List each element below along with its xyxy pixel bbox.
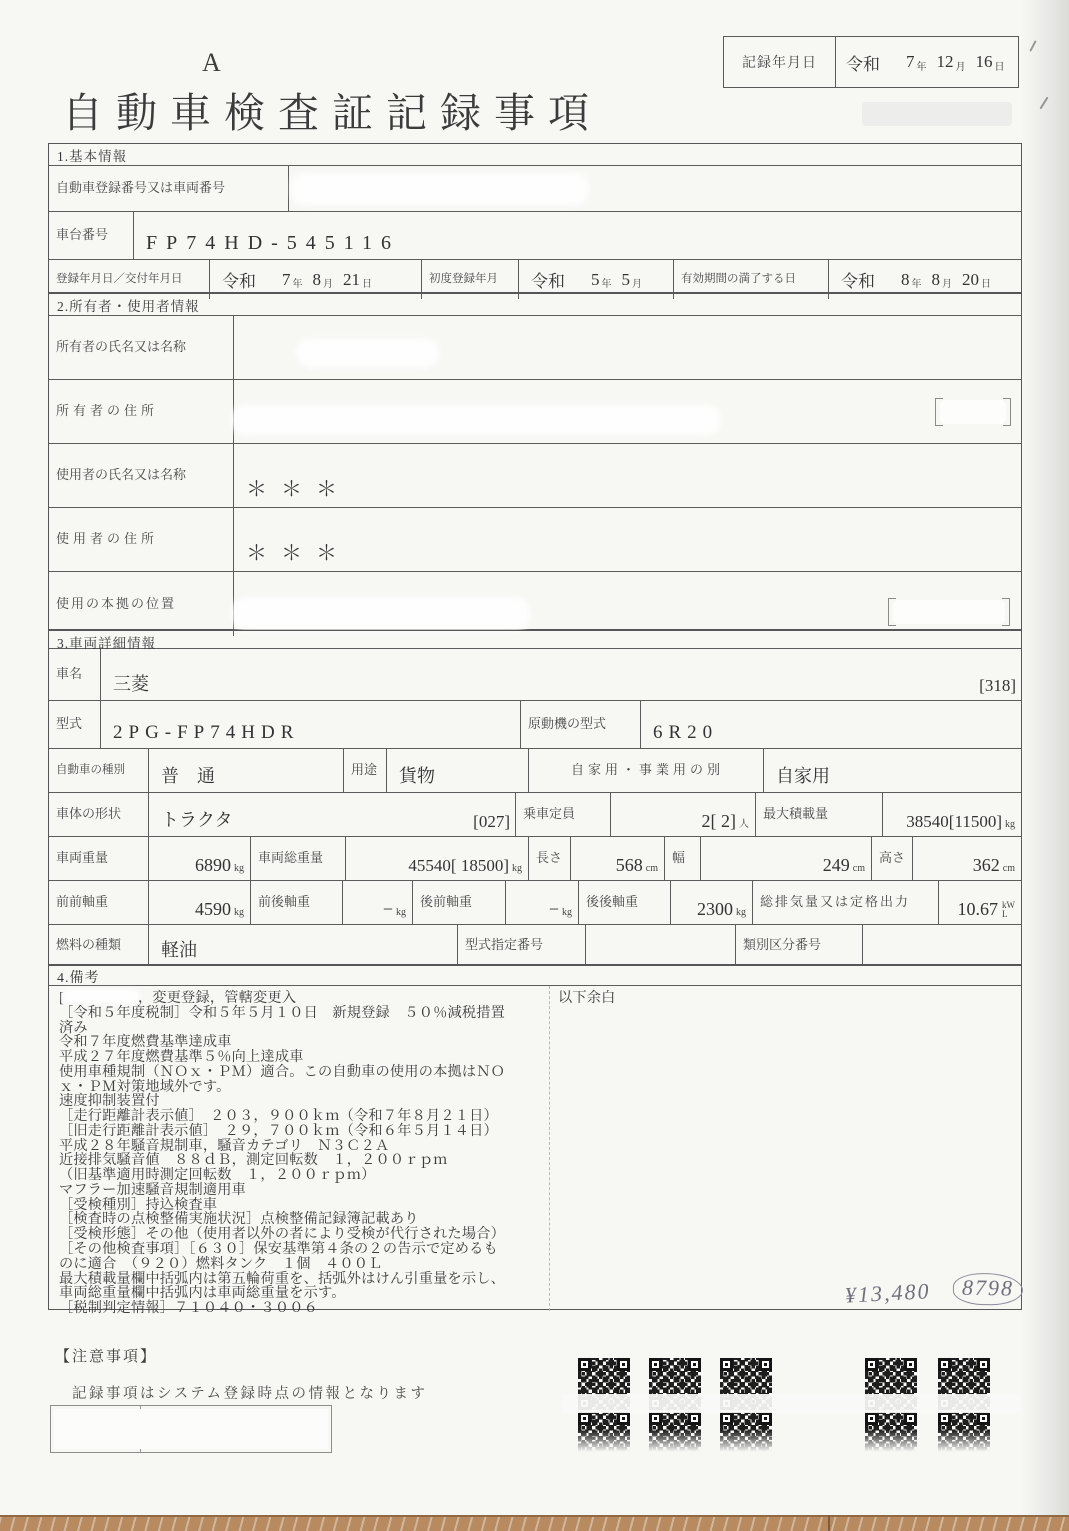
remark-line: マフラー加速騒音規制適用車 bbox=[59, 1181, 247, 1198]
unit-cm: cm bbox=[852, 863, 865, 874]
remark-line: 使用車種規制（ＮＯｘ・ＰＭ）適合。この自動車の使用の本拠はＮＯ bbox=[59, 1063, 506, 1080]
rf-axle-value bbox=[506, 881, 579, 924]
row-body-capacity-payload bbox=[49, 793, 1021, 837]
rr-axle-label: 後後軸重 bbox=[579, 881, 671, 924]
expiry-month: 8 bbox=[931, 269, 940, 289]
displacement-value bbox=[939, 881, 1021, 924]
unit-month: 月 bbox=[955, 61, 966, 73]
section-basic-info bbox=[48, 143, 1022, 293]
row-axle-weights bbox=[49, 881, 1021, 925]
body-shape: トラクタ bbox=[161, 810, 233, 830]
chassis-number-label: 車台番号 bbox=[49, 212, 134, 259]
row-user-address bbox=[49, 508, 1021, 572]
length-label: 長さ bbox=[529, 837, 571, 880]
row-owner-name bbox=[49, 316, 1021, 380]
width-label: 幅 bbox=[665, 837, 701, 880]
record-date-year: 7 bbox=[906, 52, 915, 71]
displacement: 10.67 bbox=[957, 899, 998, 919]
reg-date-month: 8 bbox=[312, 269, 321, 289]
remark-line: ｘ・ＰＭ対策地域外です。 bbox=[59, 1078, 231, 1095]
redacted-value bbox=[862, 102, 1012, 126]
row-car-name bbox=[49, 649, 1021, 701]
displacement-label: 総排気量又は定格出力 bbox=[753, 881, 939, 924]
redacted-bracket-value bbox=[888, 598, 1010, 626]
car-name-code: [318] bbox=[979, 676, 1016, 695]
capacity-value bbox=[611, 793, 756, 836]
unit-day: 日 bbox=[981, 279, 991, 290]
first-reg-label: 初度登録年月 bbox=[422, 260, 519, 299]
body-shape-value bbox=[149, 793, 516, 836]
fuel-type-label: 燃料の種類 bbox=[49, 925, 149, 966]
chassis-number-value: FP74HD-545116 bbox=[146, 232, 401, 254]
type-designation-label: 型式指定番号 bbox=[458, 925, 586, 966]
width: 249 bbox=[822, 855, 850, 875]
record-date-month: 12 bbox=[936, 52, 954, 71]
row-base-location bbox=[49, 572, 1021, 636]
vehicle-weight: 6890 bbox=[195, 855, 231, 875]
private-business-label: 自家用・事業用の別 bbox=[529, 749, 764, 792]
redacted-value bbox=[236, 408, 716, 432]
class-number-label: 類別区分番号 bbox=[736, 925, 863, 966]
qr-code-icon bbox=[649, 1412, 701, 1456]
redacted-value bbox=[300, 342, 435, 364]
record-date-label: 記録年月日 bbox=[724, 37, 836, 87]
model-label: 型式 bbox=[49, 701, 101, 748]
remark-line: ［その他検査事項］［６３０］保安基準第４条の２の告示で定めるも bbox=[59, 1241, 498, 1258]
unit-kg: kg bbox=[1005, 819, 1015, 830]
car-name: 三菱 bbox=[113, 674, 149, 694]
rr-axle-value bbox=[671, 881, 753, 924]
height: 362 bbox=[972, 855, 1000, 875]
user-name-label: 使用者の氏名又は名称 bbox=[49, 444, 234, 507]
remark-line: 令和７年度燃費基準達成車 bbox=[59, 1034, 232, 1051]
owner-name-label: 所有者の氏名又は名称 bbox=[49, 316, 234, 379]
fuel-type-value: 軽油 bbox=[149, 925, 458, 966]
row-weights-dimensions bbox=[49, 837, 1021, 881]
payload-label: 最大積載量 bbox=[756, 793, 883, 836]
section4-heading: 4.備考 bbox=[49, 966, 1021, 986]
section-owner-user-info bbox=[48, 293, 1022, 630]
footer-redacted-box bbox=[50, 1405, 332, 1453]
record-date-era: 令和 bbox=[846, 54, 880, 74]
remark-line: 平成２８年騒音規制車，騒音カテゴリ Ｎ３Ｃ２Ａ bbox=[59, 1137, 390, 1154]
remark-line: ［走行距離計表示値］ ２０３，９００ｋｍ（令和７年８月２１日） bbox=[59, 1108, 498, 1125]
use-label: 用途 bbox=[344, 749, 387, 792]
table-surface bbox=[0, 1515, 1069, 1531]
reg-date-day: 21 bbox=[343, 269, 360, 289]
unit-person: 人 bbox=[739, 819, 749, 830]
qr-code-icon bbox=[578, 1412, 630, 1456]
capacity-label: 乗車定員 bbox=[516, 793, 611, 836]
redacted-value bbox=[236, 601, 526, 627]
remark-line: 車両総重量欄中括弧内は車両総重量を示す。 bbox=[59, 1285, 346, 1302]
vehicle-weight-value bbox=[149, 837, 251, 880]
owner-address-label: 所有者の住所 bbox=[49, 380, 234, 443]
remark-line-text: ，変更登録，管轄変更入 bbox=[137, 990, 297, 1006]
unit-year: 年 bbox=[292, 279, 303, 290]
remark-line: 済み bbox=[59, 1019, 88, 1036]
row-user-name bbox=[49, 444, 1021, 508]
remark-line: （旧基準適用時測定回転数 １，２００ｒｐｍ） bbox=[59, 1167, 376, 1184]
unit-kw: kW bbox=[1002, 900, 1015, 910]
first-reg-month: 5 bbox=[621, 269, 630, 289]
private-business-value: 自家用 bbox=[776, 766, 830, 786]
fr-axle-label: 前後軸重 bbox=[251, 881, 343, 924]
remark-line: 近接排気騒音値 ８８ｄＢ，測定回転数 １，２００ｒｐｍ bbox=[59, 1152, 448, 1169]
unit-kw-liter bbox=[1002, 901, 1015, 919]
page-title: 自動車検査証記録事項 bbox=[62, 90, 602, 136]
unit-kg: kg bbox=[396, 907, 406, 918]
unit-liter: L bbox=[1002, 909, 1008, 919]
record-date-day: 16 bbox=[975, 52, 993, 71]
first-reg-era: 令和 bbox=[531, 272, 565, 291]
row-kind-use bbox=[49, 749, 1021, 793]
unit-kg: kg bbox=[562, 907, 572, 918]
remark-line: 速度抑制装置付 bbox=[59, 1093, 160, 1110]
section2-heading: 2.所有者・使用者情報 bbox=[49, 294, 1021, 316]
expiry-label: 有効期間の満了する日 bbox=[674, 260, 829, 299]
remark-line: 平成２７年度燃費基準５％向上達成車 bbox=[59, 1049, 304, 1066]
width-value bbox=[701, 837, 872, 880]
car-name-value bbox=[101, 649, 1021, 700]
paper-edge-shadow bbox=[1021, 0, 1069, 1515]
ff-axle: 4590 bbox=[195, 899, 231, 919]
capacity: 2[ 2] bbox=[701, 811, 736, 831]
unit-year: 年 bbox=[916, 61, 927, 73]
first-reg-year: 5 bbox=[591, 269, 600, 289]
blank-note: 以下余白 bbox=[558, 990, 616, 1006]
row-chassis-number bbox=[49, 212, 1021, 260]
rf-axle-label: 後前軸重 bbox=[413, 881, 506, 924]
remark-bracket: [ bbox=[59, 990, 64, 1006]
type-designation-value bbox=[586, 925, 736, 966]
gross-weight-value bbox=[346, 837, 529, 880]
unit-month: 月 bbox=[323, 279, 333, 290]
table-surface-seam bbox=[828, 1515, 830, 1531]
record-date-value bbox=[836, 37, 1018, 87]
notice-text: 記録事項はシステム登録時点の情報となります bbox=[72, 1386, 428, 1402]
handwritten-code: 8798 bbox=[952, 1273, 1023, 1306]
redacted-bracket-value bbox=[935, 398, 1011, 426]
record-date-box bbox=[723, 36, 1019, 88]
section-vehicle-details bbox=[48, 630, 1022, 965]
length: 568 bbox=[615, 855, 643, 875]
gross-weight: 45540[ 18500] bbox=[408, 856, 509, 875]
row-fuel-type bbox=[49, 925, 1021, 966]
expiry-year: 8 bbox=[901, 269, 910, 289]
unit-day: 日 bbox=[362, 279, 372, 290]
height-value bbox=[913, 837, 1021, 880]
gross-weight-label: 車両総重量 bbox=[251, 837, 346, 880]
ff-axle-label: 前前軸重 bbox=[49, 881, 149, 924]
reg-date-year: 7 bbox=[282, 269, 291, 289]
car-name-label: 車名 bbox=[49, 649, 101, 700]
scan-artifact-band bbox=[562, 1394, 1020, 1413]
remarks-blank-column bbox=[549, 986, 1021, 1311]
ff-axle-value bbox=[149, 881, 251, 924]
rr-axle: 2300 bbox=[697, 899, 733, 919]
class-number-value bbox=[863, 925, 1021, 966]
remark-line: ［令和５年度税制］令和５年５月１０日 新規登録 ５０％減税措置 bbox=[59, 1004, 506, 1021]
fr-axle-value bbox=[343, 881, 413, 924]
engine-model-value: 6R20 bbox=[653, 722, 719, 743]
registration-number-label: 自動車登録番号又は車両番号 bbox=[49, 166, 289, 211]
vehicle-weight-label: 車両重量 bbox=[49, 837, 149, 880]
expiry-era: 令和 bbox=[841, 272, 875, 291]
unit-kg: kg bbox=[234, 907, 244, 918]
base-location-label: 使用の本拠の位置 bbox=[49, 572, 234, 636]
unit-month: 月 bbox=[942, 279, 952, 290]
qr-code-icon bbox=[720, 1412, 772, 1456]
body-shape-label: 車体の形状 bbox=[49, 793, 149, 836]
remark-line: ［受検形態］その他（使用者以外の者により受検が代行された場合） bbox=[59, 1226, 506, 1243]
remark-line: ［受検種別］持込検査車 bbox=[59, 1196, 218, 1213]
unit-year: 年 bbox=[911, 279, 922, 290]
height-label: 高さ bbox=[872, 837, 913, 880]
remark-line: のに適合 （９２０）燃料タンク １個 ４００Ｌ bbox=[59, 1255, 383, 1272]
remark-line: ［旧走行距離計表示値］ ２９，７００ｋｍ（令和６年５月１４日） bbox=[59, 1122, 498, 1139]
qr-code-icon bbox=[865, 1412, 917, 1456]
qr-code-icon bbox=[938, 1412, 990, 1456]
length-value bbox=[571, 837, 665, 880]
remarks-body bbox=[49, 986, 1021, 1317]
remark-line bbox=[59, 991, 545, 1006]
vehicle-kind-value: 普 通 bbox=[149, 749, 344, 792]
vehicle-kind-label: 自動車の種別 bbox=[49, 749, 149, 792]
rf-axle: − bbox=[548, 899, 559, 919]
user-address-label: 使用者の住所 bbox=[49, 508, 234, 571]
reg-date-era: 令和 bbox=[222, 272, 256, 291]
row-model bbox=[49, 701, 1021, 749]
section1-heading: 1.基本情報 bbox=[49, 144, 1021, 166]
unit-kg: kg bbox=[736, 907, 746, 918]
remark-line: ［検査時の点検整備実施状況］点検整備記録簿記載あり bbox=[59, 1211, 419, 1228]
section-remarks bbox=[48, 965, 1022, 1317]
unit-cm: cm bbox=[1002, 863, 1015, 874]
payload: 38540[11500] bbox=[906, 812, 1002, 831]
user-name-value: ＊＊＊ bbox=[246, 477, 351, 501]
remark-line: 最大積載量欄中括弧内は第五輪荷重を、括弧外はけん引重量を示し、 bbox=[59, 1270, 506, 1287]
body-shape-code: [027] bbox=[473, 812, 510, 831]
unit-day: 日 bbox=[994, 61, 1005, 73]
section3-heading: 3.車両詳細情報 bbox=[49, 631, 1021, 649]
unit-year: 年 bbox=[601, 279, 612, 290]
fr-axle: − bbox=[382, 899, 393, 919]
handwritten-amount: ¥13,480 bbox=[844, 1278, 932, 1308]
use-value: 貨物 bbox=[387, 749, 529, 792]
notice-heading: 【注意事項】 bbox=[55, 1349, 158, 1365]
user-address-value: ＊＊＊ bbox=[246, 541, 351, 565]
payload-value bbox=[883, 793, 1021, 836]
engine-model-label: 原動機の型式 bbox=[521, 701, 641, 748]
model-value: 2PG-FP74HDR bbox=[101, 701, 521, 748]
unit-kg: kg bbox=[234, 863, 244, 874]
reg-date-label: 登録年月日／交付年月日 bbox=[49, 260, 210, 299]
remark-line: ［税制判定情報］７１０４０・３００６ bbox=[59, 1300, 318, 1317]
unit-kg: kg bbox=[512, 863, 522, 874]
unit-cm: cm bbox=[645, 863, 658, 874]
unit-month: 月 bbox=[632, 279, 642, 290]
expiry-day: 20 bbox=[962, 269, 979, 289]
redacted-value bbox=[54, 1409, 328, 1449]
corner-label: A bbox=[202, 48, 221, 77]
remarks-text bbox=[49, 986, 549, 1317]
redacted-value bbox=[295, 176, 585, 202]
redacted-value bbox=[64, 991, 138, 1002]
